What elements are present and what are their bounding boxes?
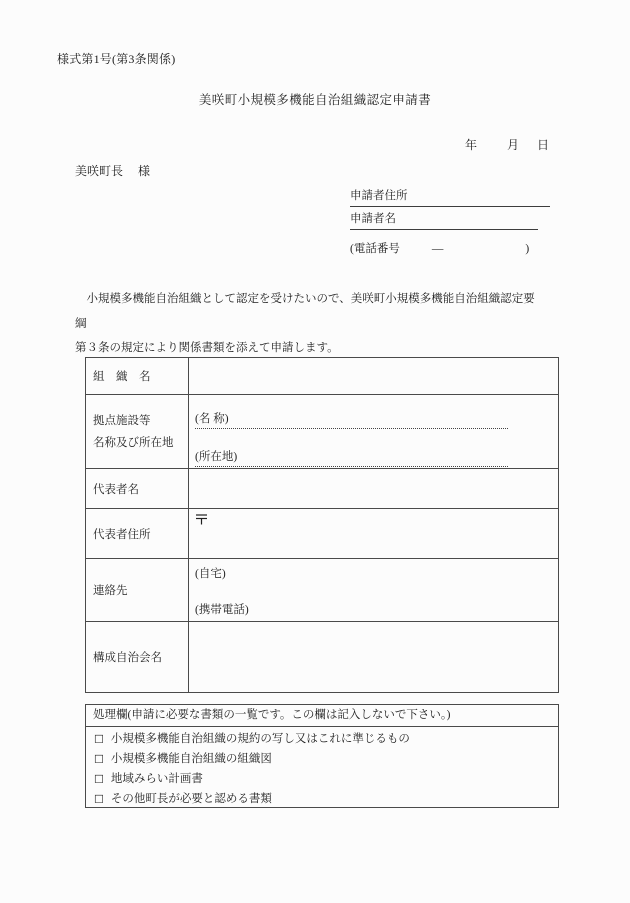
checklist-item-label: 小規模多機能自治組織の規約の写し又はこれに準じるもの bbox=[110, 733, 410, 745]
checkbox-icon: □ bbox=[94, 732, 104, 745]
applicant-address-label: 申請者住所 bbox=[350, 190, 408, 202]
postal-mark-text bbox=[208, 513, 209, 514]
organization-name-value bbox=[189, 358, 559, 395]
addressee-name: 美咲町長 bbox=[75, 164, 124, 178]
checkbox-icon: □ bbox=[94, 772, 104, 785]
base-facility-label-line2: 名称及び所在地 bbox=[93, 436, 174, 449]
base-facility-value bbox=[189, 395, 559, 469]
table-row-base-facility bbox=[86, 395, 559, 469]
checkbox-icon: □ bbox=[94, 792, 104, 805]
table-row-representative-address bbox=[86, 509, 559, 559]
day-label: 日 bbox=[537, 138, 550, 152]
table-row-representative-name bbox=[86, 469, 559, 509]
applicant-name-label: 申請者名 bbox=[350, 213, 396, 225]
contact-home-label: (自宅) bbox=[195, 568, 226, 580]
checkbox-icon: □ bbox=[94, 752, 104, 765]
facility-name-line: (名 称) bbox=[195, 412, 508, 429]
phone-label: (電話番号 bbox=[350, 243, 400, 255]
processing-box-items bbox=[86, 727, 558, 809]
member-associations-value bbox=[189, 622, 559, 693]
checklist-item bbox=[86, 749, 558, 769]
organization-name-label: 組 織 名 bbox=[86, 358, 189, 395]
month-label: 月 bbox=[507, 138, 520, 152]
checklist-item bbox=[86, 769, 558, 789]
facility-location-line: (所在地) bbox=[195, 450, 508, 467]
base-facility-label-line1: 拠点施設等 bbox=[93, 414, 151, 427]
representative-name-label: 代表者名 bbox=[86, 469, 189, 509]
phone-number-field bbox=[350, 240, 529, 256]
checklist-item bbox=[86, 789, 558, 809]
checklist-item-label: 小規模多機能自治組織の組織図 bbox=[110, 753, 272, 765]
body-paragraph-line1: 小規模多機能自治組織として認定を受けたいので、美咲町小規模多機能自治組織認定要綱 bbox=[75, 293, 535, 330]
page-title: 美咲町小規模多機能自治組織認定申請書 bbox=[198, 93, 432, 107]
contact-value bbox=[189, 559, 559, 622]
table-row-member-associations bbox=[86, 622, 559, 693]
postal-mark-icon bbox=[195, 513, 208, 528]
representative-address-label: 代表者住所 bbox=[86, 509, 189, 559]
processing-box bbox=[85, 704, 559, 808]
checklist-item-label: 地域みらい計画書 bbox=[110, 773, 203, 785]
body-paragraph-line2: 第３条の規定により関係書類を添えて申請します。 bbox=[75, 342, 339, 354]
representative-address-value bbox=[189, 509, 559, 559]
checklist-item-label: その他町長が必要と認める書類 bbox=[110, 793, 272, 805]
representative-name-value bbox=[189, 469, 559, 509]
phone-close-paren: ) bbox=[525, 243, 530, 255]
processing-box-header: 処理欄(申請に必要な書類の一覧です。この欄は記入しないで下さい。) bbox=[86, 705, 558, 727]
checklist-item bbox=[86, 729, 558, 749]
addressee-honorific: 様 bbox=[138, 164, 151, 178]
table-row-organization-name bbox=[86, 358, 559, 395]
addressee-line bbox=[75, 162, 150, 179]
applicant-address-field bbox=[350, 189, 550, 207]
body-paragraph bbox=[75, 287, 535, 361]
base-facility-label bbox=[86, 395, 189, 469]
form-number: 様式第1号(第3条関係) bbox=[57, 52, 176, 66]
contact-label: 連絡先 bbox=[86, 559, 189, 622]
phone-dash: — bbox=[431, 243, 444, 255]
date-line bbox=[465, 136, 549, 153]
table-row-contact bbox=[86, 559, 559, 622]
applicant-name-field bbox=[350, 212, 538, 230]
member-associations-label: 構成自治会名 bbox=[86, 622, 189, 693]
year-label: 年 bbox=[465, 138, 478, 152]
contact-mobile-label: (携帯電話) bbox=[195, 604, 249, 616]
application-table bbox=[85, 357, 559, 693]
